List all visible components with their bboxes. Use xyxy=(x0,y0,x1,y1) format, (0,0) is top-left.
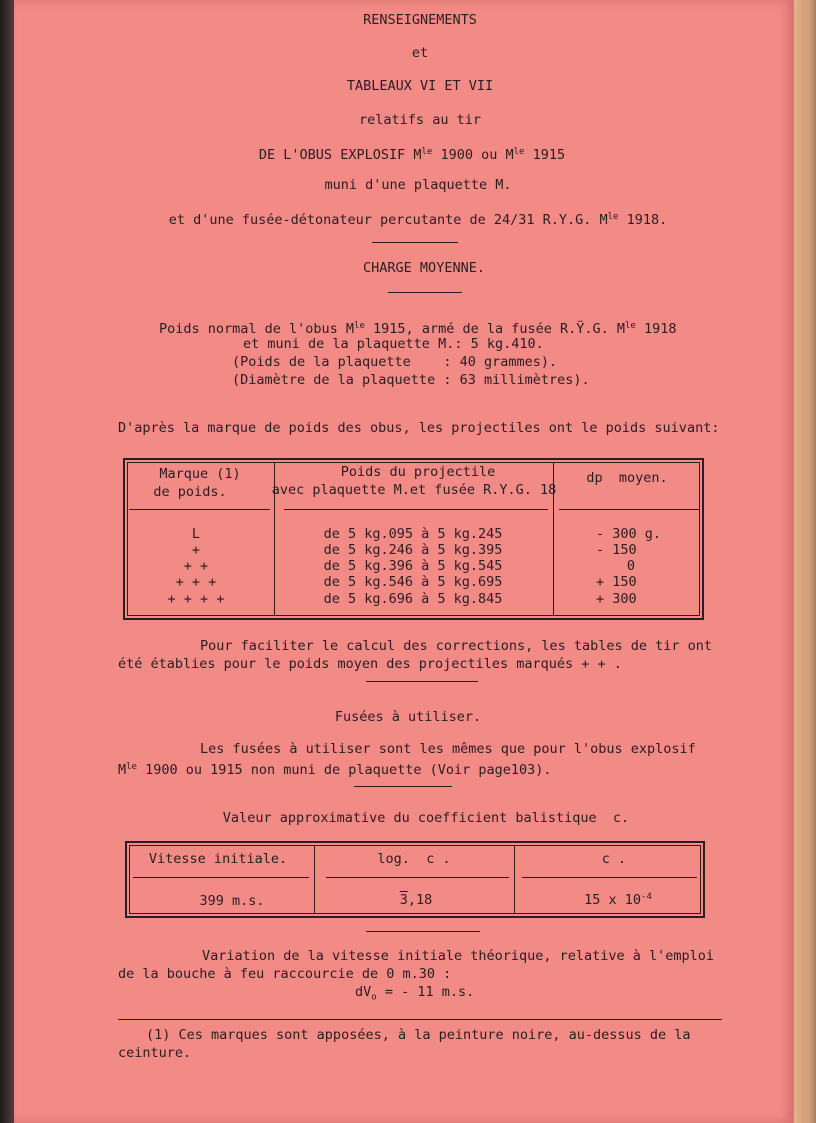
title-tableaux: TABLEAUX VI ET VII xyxy=(346,78,494,94)
cell-marque: + + xyxy=(183,558,209,574)
divider xyxy=(372,242,458,243)
cell-dp: 0 xyxy=(626,558,636,574)
table-header-rule xyxy=(559,509,699,510)
variation-line-2: de la bouche à feu raccourcie de 0 m.30 : xyxy=(118,966,452,982)
poids-line-2: et muni de la plaquette M.: 5 kg.410. xyxy=(243,336,544,352)
table-header-rule xyxy=(133,877,309,878)
cell-marque: + xyxy=(191,542,201,558)
variation-line-1: Variation de la vitesse initiale théorique, relative à l'emploi xyxy=(202,948,715,964)
cell-marque: + + + + xyxy=(167,591,225,607)
intro-text: D'après la marque de poids des obus, les projectiles ont le poids suivant: xyxy=(118,420,720,436)
cell-poids: de 5 kg.546 à 5 kg.695 xyxy=(323,574,503,590)
calcul-line-2: été établies pour le poids moyen des projectiles marqués + + . xyxy=(118,656,622,672)
title-et: et xyxy=(411,45,429,61)
table-header-rule xyxy=(129,509,270,510)
poids-line-1: Poids normal de l'obus $M^{le}$ 1915, armé de la fusée R.Ÿ.G. $M^{le}$ 1918 xyxy=(159,321,677,337)
col-header-dp: dp moyen. xyxy=(586,470,668,486)
coef-header-log: log. c . xyxy=(377,851,451,867)
cell-dp: - 300 g. xyxy=(596,526,662,542)
table-col-divider xyxy=(514,845,515,914)
coef-value-c: 15 x $10^{-4}$ xyxy=(584,892,652,908)
col-header-poids: Poids du projectile xyxy=(340,464,496,480)
fusees-line-1: Les fusées à utiliser sont les mêmes que pour l'obus explosif xyxy=(200,741,696,757)
cell-dp: + 300 xyxy=(596,591,637,607)
table-col-divider xyxy=(314,845,315,914)
footnote-rule xyxy=(118,1019,722,1020)
fusees-title: Fusées à utiliser. xyxy=(334,709,482,725)
footnote-line-1: (1) Ces marques sont apposées, à la peinture noire, au-dessus de la xyxy=(146,1027,691,1043)
page-edge xyxy=(794,0,816,1123)
coef-value-vitesse: 399 m.s. xyxy=(199,893,265,909)
col-header-marque: Marque (1) xyxy=(159,466,241,482)
charge-title: CHARGE MOYENNE. xyxy=(363,260,485,276)
table-header-rule xyxy=(326,877,509,878)
scan-left-edge xyxy=(0,0,14,1123)
poids-line-3: (Poids de la plaquette : 40 grammes). xyxy=(232,354,558,370)
divider xyxy=(366,931,480,932)
divider xyxy=(366,681,478,682)
coef-value-log: 3,18 xyxy=(399,892,433,908)
title-relatifs: relatifs au tir xyxy=(359,112,481,128)
title-plaquette: muni d'une plaquette M. xyxy=(324,177,512,193)
coef-header-vitesse: Vitesse initiale. xyxy=(148,851,288,867)
cell-marque: L xyxy=(191,526,201,542)
cell-marque: + + + xyxy=(175,574,217,590)
col-header-poids-2: avec plaquette M.et fusée R.Y.G. 18 xyxy=(271,482,557,498)
cell-poids: de 5 kg.696 à 5 kg.845 xyxy=(323,591,503,607)
cell-dp: - 150 xyxy=(596,542,637,558)
cell-poids: de 5 kg.246 à 5 kg.395 xyxy=(323,542,503,558)
cell-poids: de 5 kg.396 à 5 kg.545 xyxy=(323,558,503,574)
table-header-rule xyxy=(284,509,548,510)
poids-line-4: (Diamètre de la plaquette : 63 millimètres). xyxy=(232,372,590,388)
title-obus: DE L'OBUS EXPLOSIF $M^{le}$ 1900 ou $M^{le}$ 1915 xyxy=(258,147,566,163)
coef-header-c: c . xyxy=(601,851,627,867)
col-header-marque-2: de poids. xyxy=(153,484,227,500)
variation-formula: $dV_o$ = - 11 m.s. xyxy=(355,984,475,1003)
title-renseignements: RENSEIGNEMENTS xyxy=(363,12,477,28)
divider xyxy=(388,292,462,293)
cell-dp: + 150 xyxy=(596,574,637,590)
divider xyxy=(354,786,452,787)
fusees-line-2: $M^{le}$ 1900 ou 1915 non muni de plaquette (Voir page103). xyxy=(118,762,552,778)
table-header-rule xyxy=(522,877,697,878)
coef-title: Valeur approximative du coefficient balistique c. xyxy=(222,810,630,826)
cell-poids: de 5 kg.095 à 5 kg.245 xyxy=(323,526,503,542)
calcul-line-1: Pour faciliter le calcul des corrections, les tables de tir ont xyxy=(200,638,713,654)
footnote-line-2: ceinture. xyxy=(118,1045,192,1061)
title-fusee: et d'une fusée-détonateur percutante de 24/31 R.Y.G. $M^{le}$ 1918. xyxy=(168,212,668,228)
